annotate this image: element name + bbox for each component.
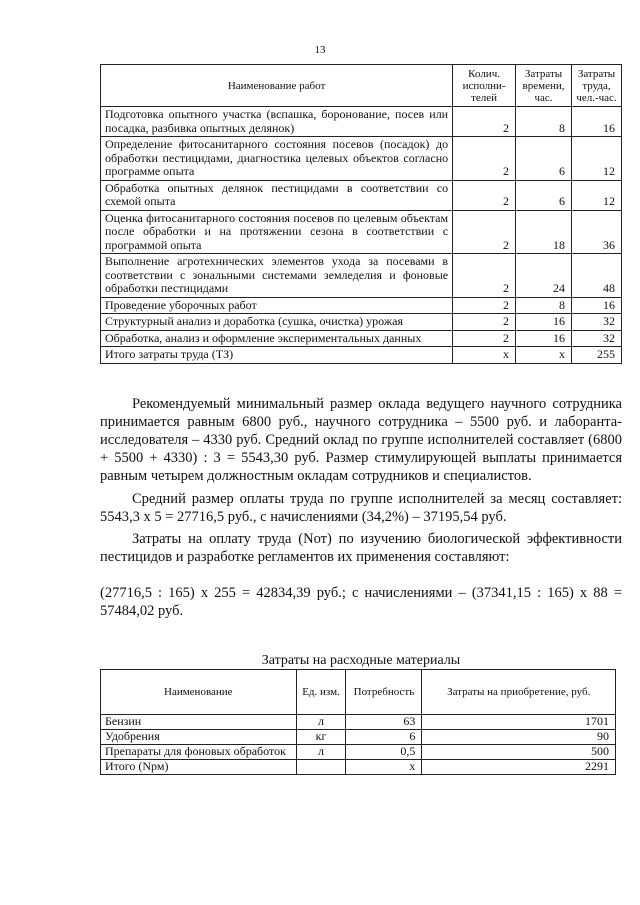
labor-cost: 16 (572, 297, 622, 314)
header-labor-cost: Затраты труда, чел.-час. (572, 65, 622, 107)
work-name: Структурный анализ и доработка (сушка, очистка) урожая (101, 314, 453, 331)
table-row (101, 730, 616, 745)
unit: л (296, 745, 346, 760)
time-cost: 6 (516, 180, 572, 210)
labor-cost: 48 (572, 254, 622, 298)
executors-count: 2 (453, 210, 516, 254)
work-name: Обработка, анализ и оформление экспериментальных данных (101, 330, 453, 347)
purchase-cost: 90 (422, 730, 616, 745)
header-work-name: Наименование работ (101, 65, 453, 107)
time-cost: 8 (516, 107, 572, 137)
salary-paragraph: Рекомендуемый минимальный размер оклада ведущего научного сотрудника принимается равным 6800 руб., научного сотрудника – 5500 руб. и лаборанта-исследователя – 4330 руб. Средний оклад по группе исполнителей составляет (6800 + 5500 + 4330) : 3 = 5543,30 руб. Размер стимулирующей выплаты принимается равным четырем должностным окладам сотрудников и специалистов. (100, 396, 622, 484)
need: 63 (346, 715, 422, 730)
table-total-row (101, 760, 616, 775)
material-name: Бензин (101, 715, 297, 730)
table-row (101, 137, 622, 181)
labor-cost: 36 (572, 210, 622, 254)
time-cost: 6 (516, 137, 572, 181)
time-cost: х (516, 347, 572, 364)
header-purchase-cost: Затраты на приобретение, руб. (422, 670, 616, 715)
page-number: 13 (314, 44, 326, 56)
time-cost: 8 (516, 297, 572, 314)
labor-cost-table (100, 64, 622, 364)
labor-cost: 32 (572, 330, 622, 347)
header-unit: Ед. изм. (296, 670, 346, 715)
executors-count: 2 (453, 297, 516, 314)
time-cost: 16 (516, 330, 572, 347)
header-time-cost: Затраты времени, час. (516, 65, 572, 107)
table-row (101, 107, 622, 137)
executors-count: 2 (453, 137, 516, 181)
executors-count: 2 (453, 314, 516, 331)
monthly-pay-paragraph: Средний размер оплаты труда по группе исполнителей за месяц составляет: 5543,3 х 5 = 27716,5 руб., с начислениями (34,2%) – 37195,54 руб. (100, 491, 622, 525)
executors-count: 2 (453, 254, 516, 298)
executors-count: 2 (453, 180, 516, 210)
header-need: Потребность (346, 670, 422, 715)
labor-cost: 12 (572, 137, 622, 181)
table-row (101, 180, 622, 210)
labor-cost-paragraph: Затраты на оплату труда (Nот) по изучению биологической эффективности пестицидов и разработке регламентов их применения составляют: (100, 531, 622, 565)
table-total-row (101, 347, 622, 364)
work-name: Обработка опытных делянок пестицидами в соответствии со схемой опыта (101, 180, 453, 210)
work-name: Проведение уборочных работ (101, 297, 453, 314)
need: 6 (346, 730, 422, 745)
need: 0,5 (346, 745, 422, 760)
purchase-cost: 2291 (422, 760, 616, 775)
executors-count: 2 (453, 330, 516, 347)
unit (296, 760, 346, 775)
header-executors-count: Колич. исполни-телей (453, 65, 516, 107)
table-row (101, 314, 622, 331)
work-name: Оценка фитосанитарного состояния посевов по целевым объектам после обработки и на протяжении сезона в соответствии с программой опыта (101, 210, 453, 254)
materials-table-caption: Затраты на расходные материалы (261, 653, 461, 668)
time-cost: 16 (516, 314, 572, 331)
table-row (101, 210, 622, 254)
purchase-cost: 500 (422, 745, 616, 760)
need: х (346, 760, 422, 775)
material-name: Препараты для фоновых обработок (101, 745, 297, 760)
work-name: Подготовка опытного участка (вспашка, боронование, посев или посадка, разбивка опытных делянок) (101, 107, 453, 137)
executors-count: х (453, 347, 516, 364)
table-row (101, 745, 616, 760)
table-row (101, 330, 622, 347)
unit: кг (296, 730, 346, 745)
time-cost: 18 (516, 210, 572, 254)
executors-count: 2 (453, 107, 516, 137)
labor-cost: 255 (572, 347, 622, 364)
unit: л (296, 715, 346, 730)
labor-cost: 16 (572, 107, 622, 137)
work-name: Выполнение агротехнических элементов ухода за посевами в соответствии с зональными системами земледелия и фоновые обработки пестицидами (101, 254, 453, 298)
header-material-name: Наименование (101, 670, 297, 715)
table-row (101, 715, 616, 730)
time-cost: 24 (516, 254, 572, 298)
materials-cost-table (100, 669, 616, 775)
work-name: Определение фитосанитарного состояния посевов (посадок) до обработки пестицидами, диагностика целевых объектов согласно программе опыта (101, 137, 453, 181)
material-name: Удобрения (101, 730, 297, 745)
labor-cost-formula: (27716,5 : 165) х 255 = 42834,39 руб.; с начислениями – (37341,15 : 165) х 88 = 57484,02 руб. (100, 585, 622, 619)
work-name: Итого затраты труда (ТЗ) (101, 347, 453, 364)
labor-cost: 12 (572, 180, 622, 210)
table-row (101, 254, 622, 298)
labor-cost: 32 (572, 314, 622, 331)
material-name: Итого (Nрм) (101, 760, 297, 775)
table-row (101, 297, 622, 314)
purchase-cost: 1701 (422, 715, 616, 730)
